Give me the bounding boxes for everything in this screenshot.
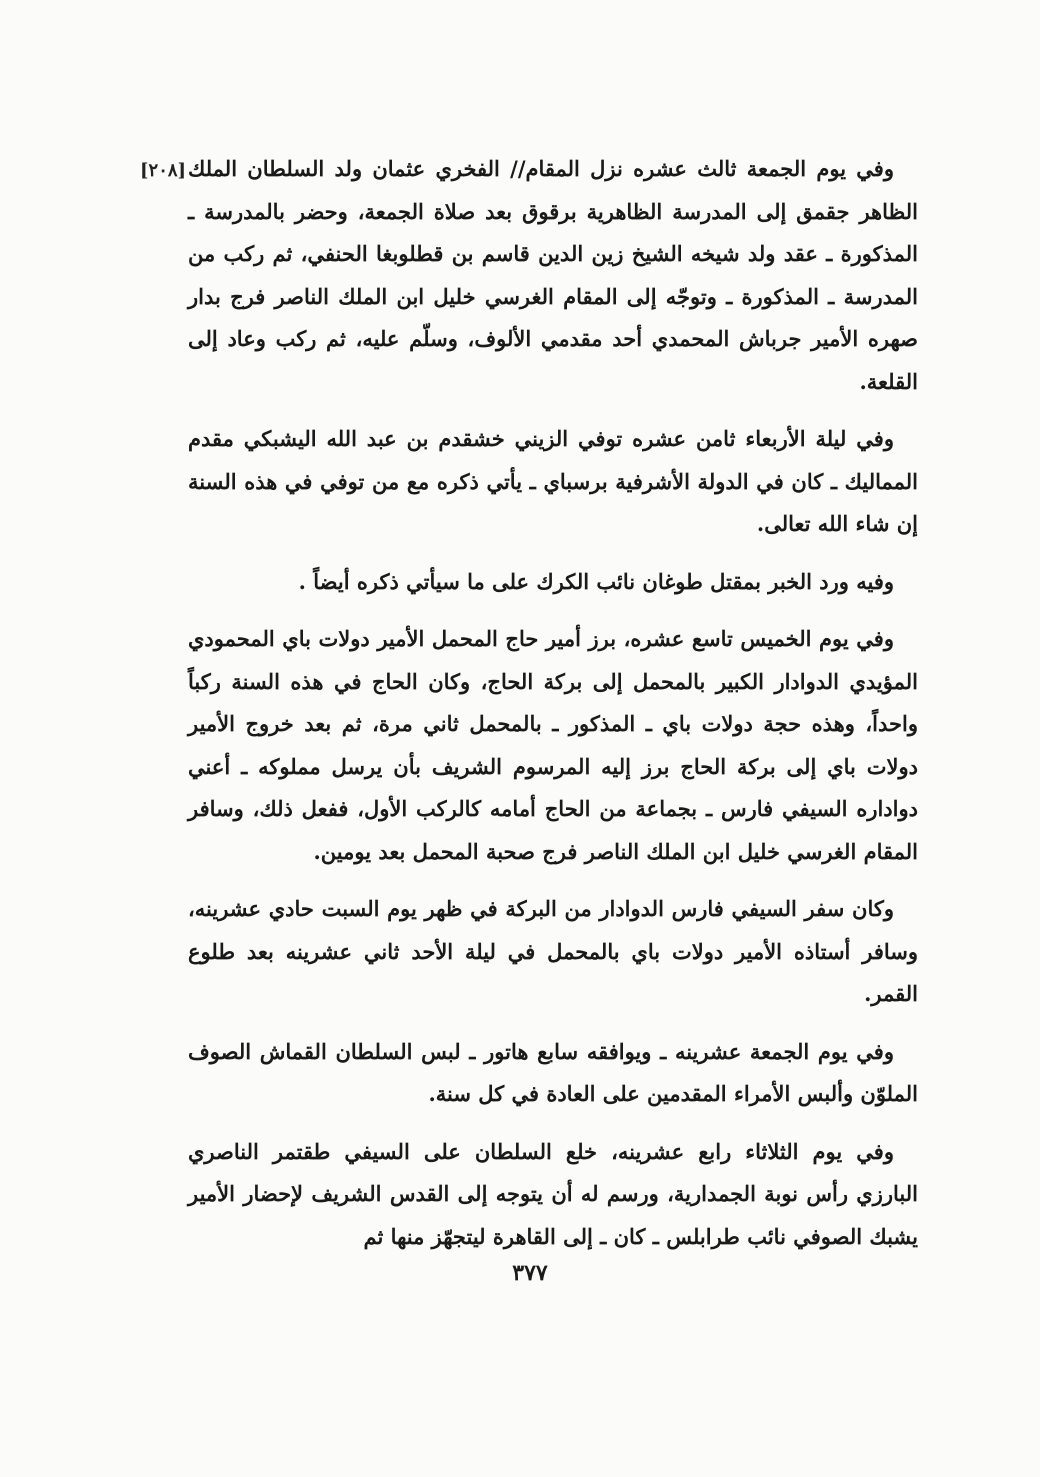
paragraph-2: وفي ليلة الأربعاء ثامن عشره توفي الزيني خشقدم بن عبد الله اليشبكي مقدم المماليك ـ كان في الدولة الأشرفية برسباي ـ يأتي ذكره مع من توفي في هذه السنة إن شاء الله تعالى. xyxy=(188,426,918,536)
paragraph-4: وفي يوم الخميس تاسع عشره، برز أمير حاج المحمل الأمير دولات باي المحمودي المؤيدي الدوادار الكبير بالمحمل إلى بركة الحاج، وكان الحاج في هذه السنة ركباً واحداً، وهذه حجة دولات باي ـ المذكور ـ بالمحمل ثاني مرة، ثم بعد خروج الأمير دولات باي إلى بركة الحاج برز إليه المرسوم الشريف بأن يرسل مملوكه ـ أعني دواداره السيفي فارس ـ بجماعة من الحاج أمامه كالركب الأول، ففعل ذلك، وسافر المقام الغرسي خليل ابن الملك الناصر فرج صحبة المحمل بعد يومين. xyxy=(188,626,918,864)
paragraph-1: وفي يوم الجمعة ثالث عشره نزل المقام// الفخري عثمان ولد السلطان الملك الظاهر جقمق إلى المدرسة الظاهرية برقوق بعد صلاة الجمعة، وحضر بالمدرسة ـ المذكورة ـ عقد ولد شيخه الشيخ زين الدين قاسم بن قطلوبغا الحنفي، ثم ركب من المدرسة ـ المذكورة ـ وتوجّه إلى المقام الغرسي خليل ابن الملك الناصر فرج بدار صهره الأمير جرباش المحمدي أحد مقدمي الألوف، وسلّم عليه، ثم ركب وعاد إلى القلعة. xyxy=(188,156,918,394)
page-number: ٣٧٧ xyxy=(512,1260,548,1286)
folio-marker: [٢٠٨] xyxy=(140,160,187,181)
paragraph-3: وفيه ورد الخبر بمقتل طوغان نائب الكرك على ما سيأتي ذكره أيضاً . xyxy=(298,568,894,594)
paragraph-7: وفي يوم الثلاثاء رابع عشرينه، خلع السلطان على السيفي طقتمر الناصري البارزي رأس نوبة الجمدارية، ورسم له أن يتوجه إلى القدس الشريف لإحضار الأمير يشبك الصوفي نائب طرابلس ـ كان ـ إلى القاهرة ليتجهّز منها ثم xyxy=(188,1138,918,1249)
body-text xyxy=(188,148,918,1273)
paragraph-5: وكان سفر السيفي فارس الدوادار من البركة في ظهر يوم السبت حادي عشرينه، وسافر أستاذه الأمير دولات باي بالمحمل في ليلة الأحد ثاني عشرينه بعد طلوع القمر. xyxy=(188,896,918,1006)
paragraph-6: وفي يوم الجمعة عشرينه ـ ويوافقه سابع هاتور ـ لبس السلطان القماش الصوف الملوّن وألبس الأمراء المقدمين على العادة في كل سنة. xyxy=(188,1038,918,1106)
